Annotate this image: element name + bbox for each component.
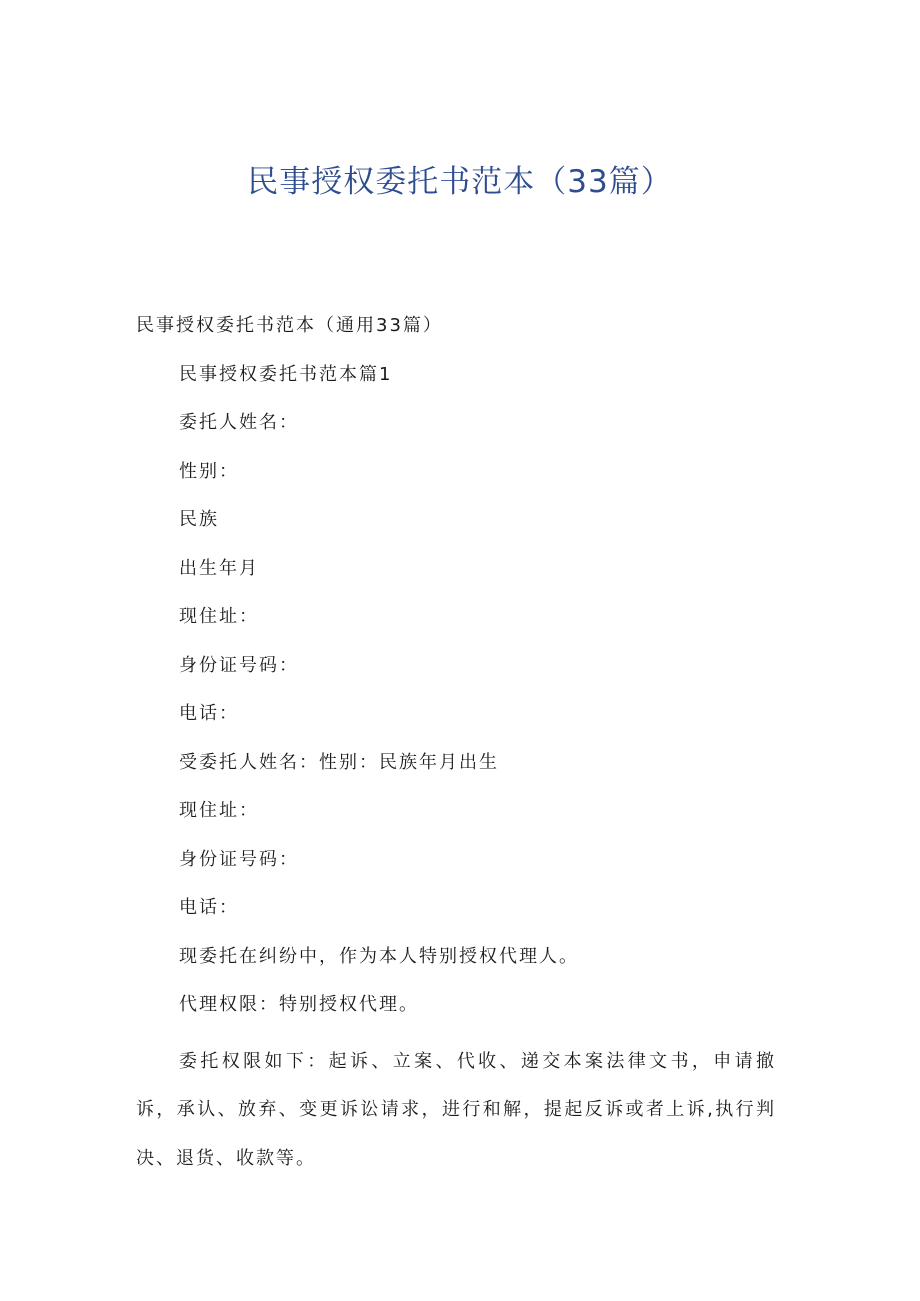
section-heading: 民事授权委托书范本篇1 [179, 363, 393, 385]
document-title: 民事授权委托书范本（33篇） [247, 164, 673, 200]
agent-phone-line: 电话： [179, 897, 239, 918]
document-body [136, 310, 796, 1183]
authority-paragraph: 委托权限如下：起诉、立案、代收、递交本案法律文书，申请撤诉，承认、放弃、变更诉讼请求，进行和解，提起反诉或者上诉,执行判决、退货、收款等。 [136, 1050, 776, 1169]
phone-line: 电话： [179, 703, 239, 724]
document-subtitle: 民事授权委托书范本（通用33篇） [136, 315, 443, 336]
agent-id-number-line: 身份证号码： [179, 848, 299, 870]
address-line: 现住址： [179, 606, 259, 627]
id-number-line: 身份证号码： [179, 654, 299, 676]
principal-name-line: 委托人姓名： [179, 412, 299, 433]
agent-info-line: 受委托人姓名：性别：民族年月出生 [179, 751, 499, 773]
gender-line: 性别： [179, 460, 239, 482]
agent-address-line: 现住址： [179, 800, 259, 821]
ethnicity-line: 民族 [179, 509, 219, 530]
birth-date-line: 出生年月 [179, 557, 259, 579]
agency-scope-line: 代理权限：特别授权代理。 [179, 994, 419, 1015]
entrust-statement-line: 现委托在纠纷中，作为本人特别授权代理人。 [179, 945, 579, 967]
